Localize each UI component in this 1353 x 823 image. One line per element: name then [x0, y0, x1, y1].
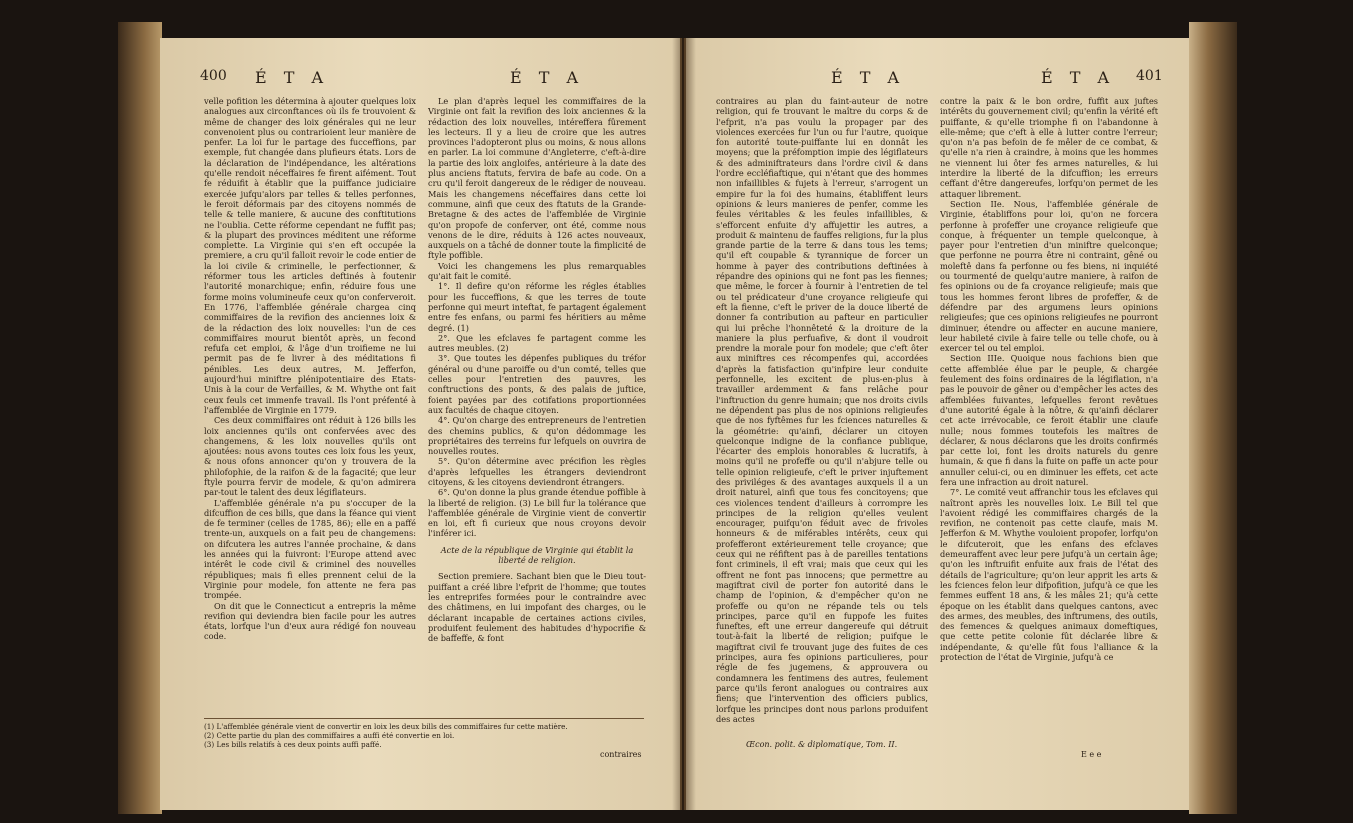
left-page-edges: [118, 22, 162, 814]
paragraph: 3°. Que toutes les dépenfes publiques du tréfor général ou d'une paroiffe ou d'un comté, telles que celles pour l'entretien des pauvres, les conftructions des ponts, & des palais de juftice, foient payées par des cotifations proportionnées aux facultés de chaque citoyen.: [428, 353, 646, 415]
paragraph: On dit que le Connecticut a entrepris la même revifion qui deviendra bien facile pour les autres états, lorfque l'un d'eux aura rédigé fon nouveau code.: [204, 600, 416, 642]
right-column-2: [940, 96, 1158, 736]
book-gutter: [672, 38, 696, 810]
paragraph: 4°. Qu'on charge des entrepreneurs de l'entretien des chemins publics, & qu'on dédommage les propriétaires des terreins fur lefquels on ouvrira de nouvelles routes.: [428, 415, 646, 457]
paragraph: 5°. Qu'on détermine avec précifion les règles d'après lefquelles les étrangers deviendront citoyens, & les citoyens deviendront étrangers.: [428, 456, 646, 487]
signature-line: Œcon. polit. & diplomatique, Tom. II.: [746, 740, 898, 749]
signature-mark: E e e: [1081, 750, 1102, 759]
footnotes: [204, 718, 644, 749]
paragraph: Section premiere. Sachant bien que le Dieu tout-puiffant a créé libre l'efprit de l'homme; que toutes les entreprifes formées pour le contraindre avec des châtimens, en lui impofant des charges, ou le déclarant incapable de certaines actions civiles, produifent feulement des habitudes d'hypocrifie & de baffeffe, & font: [428, 571, 646, 644]
paragraph: 7°. Le comité veut affranchir tous les efclaves qui naîtront après les nouvelles loix. Le Bill tel que l'avoient rédigé les commiffaires chargés de la revifion, ne contenoit pas cette claufe, mais M. Jefferfon & M. Whythe vouloient propofer, lorfqu'on le difcuteroit, que les enfans des efclaves demeuraffent avec leur pere jufqu'à un certain âge; qu'on les inftruifit enfuite aux frais de l'état des détails de l'agriculture; qu'on leur apprit les arts & les fciences felon leur difpofition, jufqu'à ce que les femmes euffent 18 ans, & les mâles 21; qu'à cette époque on les établit dans quelques cantons, avec des armes, des meubles, des inftrumens, des outils, des femences & quelques animaux domeftiques, que cette petite colonie fût déclarée libre & indépendante, & qu'elle fût fous l'alliance & la protection de l'état de Virginie, jufqu'à ce: [940, 487, 1158, 663]
left-column-2: [428, 96, 646, 706]
paragraph: velle pofition les détermina à ajouter quelques loix analogues aux circonftances où ils fe trouvoient & même de changer des loix générales qui ne leur convenoient plus ou contrarioient leur manière de penfer. La loi fur le partage des fucceffions, par exemple, fut changée dans plufieurs états. Lors de la déclaration de l'indépendance, les altérations qu'elle rendoit néceffaires fe firent aifément. Tout fe réduifit à établir que la puiffance judiciaire exercée jufqu'alors par telles & telles perfonnes, le feroit déformais par des citoyens nommés de telle & telle maniere, & aucune des conftitutions ne l'oublia. Cette réforme cependant ne fuffit pas; & la plupart des provinces méditent une réforme complette. La Virginie qui s'en eft occupée la premiere, a cru qu'il falloit revoir le code entier de la loi civile & criminelle, le perfectionner, & réformer tous les articles deftinés à foutenir l'autorité monarchique; enfin, réduire fous une forme moins volumineufe ceux qu'on conferveroit. En 1776, l'affemblée générale chargea cinq commiffaires de la revifion des anciennes loix & de la rédaction des loix nouvelles: l'un de ces commiffaires mourut bientôt après, un fecond refufa cet emploi, & l'âge d'un troifieme ne lui permit pas de fe livrer à des méditations fi pénibles. Les deux autres, M. Jefferfon, aujourd'hui miniftre plénipotentiaire des Etats-Unis à la cour de Verfailles, & M. Whythe ont fait ceux feuls cet immenfe travail. Ils l'ont préfenté à l'affemblée de Virginie en 1779.: [204, 96, 416, 415]
running-header-right: É T A: [510, 68, 585, 87]
paragraph: Section IIIe. Quoique nous fachions bien que cette affemblée élue par le peuple, & chargée feulement des foins ordinaires de la légiflation, n'a pas le pouvoir de gêner ou d'empêcher les actes des affemblées fuivantes, lefquelles feront revêtues d'une autorité égale à la nôtre, & qu'ainfi déclarer cet acte irrévocable, ce feroit établir une claufe nulle; nous fommes toutefois les maîtres de déclarer, & nous déclarons que les droits confirmés par cette loi, font les droits naturels du genre humain, & que fi dans la fuite on paffe un acte pour annuller celui-ci, ou en diminuer les effets, cet acte fera une infraction au droit naturel.: [940, 353, 1158, 487]
right-column-1: [716, 96, 928, 736]
right-page-edges: [1189, 22, 1237, 814]
paragraph: Voici les changemens les plus remarquables qu'ait fait le comité.: [428, 260, 646, 282]
paragraph: 1°. Il defire qu'on réforme les régles établies pour les fucceffions, & que les terres de toute perfonne qui meurt inteftat, fe partagent également entre fes enfans, ou parmi fes héritiers au même degré. (1): [428, 281, 646, 333]
footnote: (2) Cette partie du plan des commiffaires a auffi été convertie en loi.: [204, 731, 455, 740]
right-page: [684, 38, 1189, 810]
footnote: (1) L'affemblée générale vient de convertir en loix les deux bills des commiffaires fur cette matière.: [204, 722, 568, 731]
footnote: (3) Les bills relatifs à ces deux points auffi paffé.: [204, 740, 382, 749]
paragraph: Ces deux commiffaires ont réduit à 126 bills les loix anciennes qu'ils ont confervées avec des changemens, & les loix nouvelles qu'ils ont ajoutées: nous avons toutes ces loix fous les yeux, & nous ofons annoncer qu'on y trouvera de la philofophie, de la raifon & de la fagacité; que leur ftyle pourra fervir de modele, & qu'on admirera par-tout le talent des deux légiflateurs.: [204, 415, 416, 498]
paragraph: Le plan d'après lequel les commiffaires de la Virginie ont fait la revifion des loix anciennes & la rédaction des loix nouvelles, intéreffera fûrement les lecteurs. Il y a lieu de croire que les autres provinces l'adopteront plus ou moins, & nous allons en parler. La loi commune d'Angleterre, c'eft-à-dire la partie des loix angloifes, antérieure à la date des plus anciens ftatuts, fervira de bafe au code. On a cru qu'il feroit dangereux de le rédiger de nouveau. Mais les changemens néceffaires dans cette loi commune, ainfi que ceux des ftatuts de la Grande-Bretagne & des actes de l'affemblée de Virginie qu'on propofe de conferver, ont été, comme nous venons de le dire, réduits à 126 actes nouveaux, auxquels on a tâché de donner toute la fimplicité de ftyle poffible.: [428, 96, 646, 261]
paragraph: contraires au plan du faint-auteur de notre religion, qui fe trouvant le maître du corps & de l'efprit, n'a pas voulu la propager par des violences exercées fur l'un ou fur l'autre, quoique fon autorité toute-puiffante lui en donnât les moyens; que la préfomption impie des légiflateurs & des adminiftrateurs dans l'ordre civil & dans l'ordre eccléfiaftique, qui n'étant que des hommes non infaillibles & fujets à l'erreur, s'arrogent un empire fur la foi des humains, établiffent leurs opinions & leurs manieres de penfer, comme les feules véritables & les feules infaillibles, & s'efforcent enfuite d'y affujettir les autres, a produit & maintenu de fauffes religions, fur la plus grande partie de la terre & dans tous les tems; qu'il eft coupable & tyrannique de forcer un homme à payer des contributions deftinées à répandre des opinions qui ne font pas les fiennes; que même, le forcer à fournir à l'entretien de tel ou tel prédicateur d'une croyance religieufe qui eft la fienne, c'eft le priver de la douce liberté de donner fa contribution au pafteur en particulier qui lui prêche l'honnêteté & la droiture de la maniere la plus perfuafive, & dont il voudroit prendre la morale pour fon modele; que c'eft ôter aux miniftres ces récompenfes qui, accordées d'après la fatisfaction qu'infpire leur conduite perfonnelle, les excitent de plus-en-plus à travailler ardemment & fans relâche pour l'inftruction du genre humain; que nos droits civils ne dépendent pas plus de nos opinions religieufes que de nos fyftêmes fur les fciences naturelles & la géométrie: qu'ainfi, déclarer un citoyen quelconque indigne de la confiance publique, l'écarter des emplois honorables & lucratifs, à moins qu'il ne profeffe ou qu'il n'abjure telle ou telle opinion religieufe, c'eft le priver injuftement des priviléges & des avantages auxquels il a un droit naturel, ainfi que tous fes concitoyens; que ces violences tendent d'ailleurs à corrompre les principes de la religion qu'elles veulent encourager, puifqu'on féduit avec de frivoles honneurs & de miférables intérêts, ceux qui profefferont extérieurement telle croyance; que ceux qui ne réfiftent pas à de pareilles tentations font criminels, il eft vrai; mais que ceux qui les offrent ne font pas innocens; que permettre au magiftrat civil de porter fon autorité dans le champ de l'opinion, & d'empêcher qu'on ne profeffe ou qu'on ne répande tels ou tels principes, parce qu'il en fuppofe les fuites funeftes, eft une erreur dangereufe qui détruit tout-à-fait la liberté de religion; puifque le magiftrat civil fe trouvant juge des fuites de ces principes, aura fes opinions particulieres, pour régle de fes jugemens, & approuvera ou condamnera les fentimens des autres, feulement parce qu'ils feront analogues ou contraires aux fiens; que l'intervention des officiers publics, lorfque les principes dont nous parlons produifent des actes: [716, 96, 928, 724]
left-page: [160, 38, 682, 810]
act-title: Acte de la république de Virginie qui établit la liberté de religion.: [440, 544, 634, 566]
running-header-left: É T A: [255, 68, 330, 87]
paragraph: contre la paix & le bon ordre, fuffit aux juftes intérêts du gouvernement civil; qu'enfin la vérité eft puiffante, & qu'elle triomphe fi on l'abandonne à elle-même; que c'eft à elle à lutter contre l'erreur; qu'on n'a pas befoin de fe mêler de ce combat, & qu'elle n'a rien à craindre, à moins que les hommes ne viennent lui ôter fes armes naturelles, & lui interdire la liberté de la difcuffion; les erreurs ceffant d'être dangereufes, lorfqu'on permet de les attaquer librement.: [940, 96, 1158, 199]
running-header-right: É T A: [1041, 68, 1116, 87]
left-column-1: [204, 96, 416, 706]
catchword: contraires: [600, 750, 642, 759]
paragraph: L'affemblée générale n'a pu s'occuper de la difcuffion de ces bills, que dans la féance qui vient de fe terminer (celles de 1785, 86); elle en a paffé trente-un, auxquels on a fait peu de changemens: on difcutera les autres l'année prochaine, & dans les années qui la fuivront: l'Europe attend avec intérêt le code civil & criminel des nouvelles républiques; mais fi elles prennent celui de la Virginie pour modele, fon attente ne fera pas trompée.: [204, 497, 416, 601]
paragraph: 6°. Qu'on donne la plus grande étendue poffible à la liberté de religion. (3) Le bill fur la tolérance que l'affemblée générale de Virginie vient de convertir en loi, eft fi curieux que nous croyons devoir l'inférer ici.: [428, 487, 646, 539]
running-header-left: É T A: [831, 68, 906, 87]
page-number: 401: [1136, 68, 1163, 84]
paragraph: 2°. Que les efclaves fe partagent comme les autres meubles. (2): [428, 332, 646, 354]
page-number: 400: [200, 68, 227, 84]
paragraph: Section IIe. Nous, l'affemblée générale de Virginie, établiffons pour loi, qu'on ne forcera perfonne à profeffer une croyance religieufe que conque, à fréquenter un temple quelconque, à payer pour l'entretien d'un miniftre quelconque; que perfonne ne pourra être ni contraint, gêné ou moleftê dans fa perfonne ou fes biens, ni inquiété ou tourmenté de quelqu'autre maniere, à raifon de fes opinions ou de fa croyance religieufe; mais que tous les hommes feront libres de profeffer, & de défendre par des argumens leurs opinions religieufes; que ces opinions religieufes ne pourront diminuer, étendre ou affecter en aucune maniere, leur habileté civile à faire telle ou telle chofe, ou à exercer tel ou tel emploi.: [940, 198, 1158, 354]
